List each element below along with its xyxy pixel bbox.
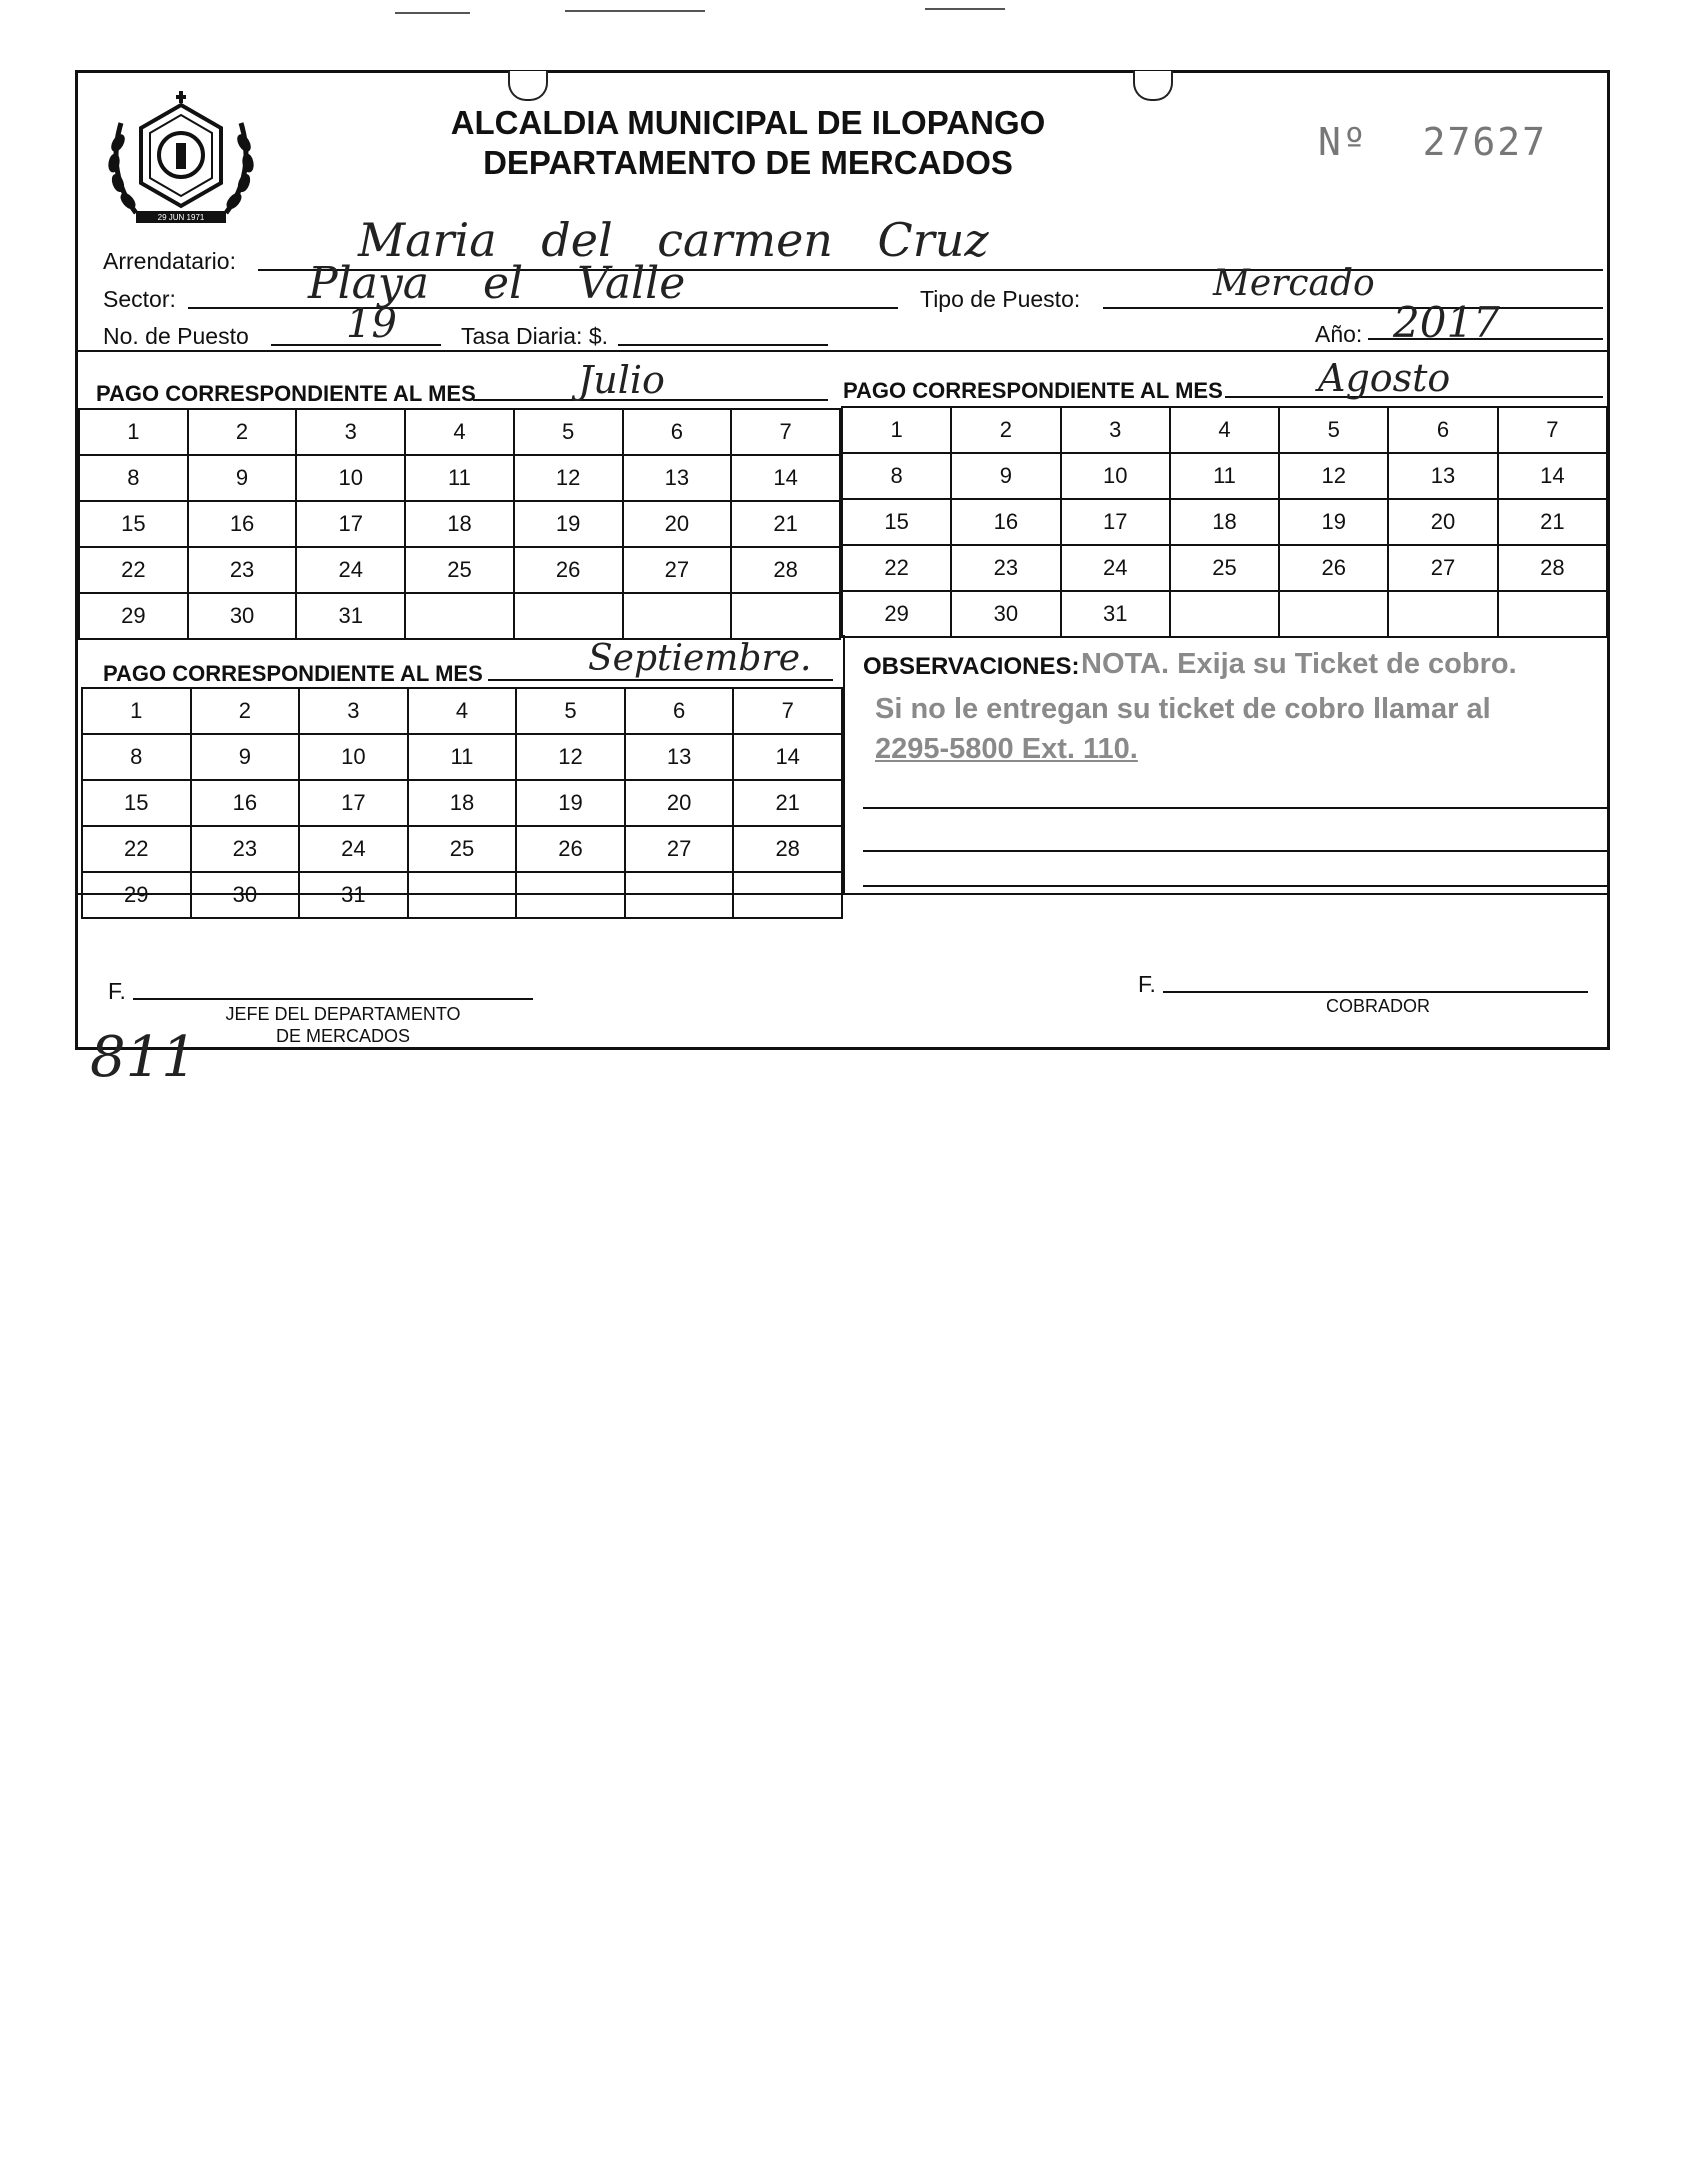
calendar-day-cell [733,872,842,918]
calendar-day-cell: 4 [408,688,517,734]
observaciones-note-1: NOTA. Exija su Ticket de cobro. [1081,648,1517,680]
calendar-week-row [79,593,840,639]
calendar-day-cell: 19 [1279,499,1388,545]
calendar-day-cell: 22 [82,826,191,872]
observaciones-divider [843,635,845,893]
calendar-day-cell: 8 [79,455,188,501]
calendar-day-cell: 30 [188,593,297,639]
month-2-label: PAGO CORRESPONDIENTE AL MES [843,378,1223,403]
calendar-day-cell [408,872,517,918]
calendar-day-cell [625,872,734,918]
calendar-day-cell: 30 [191,872,300,918]
tipo-puesto-line [1103,307,1603,309]
calendar-day-cell: 11 [1170,453,1279,499]
calendar-week-row [82,688,842,734]
observaciones-line [863,850,1608,852]
calendar-day-cell: 2 [951,407,1060,453]
calendar-day-cell: 20 [623,501,732,547]
puesto-value: 19 [346,301,397,347]
seal-date: 29 JUN 1971 [157,213,205,222]
calendar-day-cell: 17 [299,780,408,826]
calendar-day-cell: 28 [731,547,840,593]
calendar-day-cell: 4 [1170,407,1279,453]
calendar-day-cell: 9 [951,453,1060,499]
municipal-seal-logo [96,83,266,233]
calendar-month-2 [841,406,1608,638]
calendar-day-cell: 23 [951,545,1060,591]
calendar-day-cell: 6 [623,409,732,455]
sector-label: Sector: [103,286,176,312]
calendar-day-cell: 19 [516,780,625,826]
calendar-day-cell: 24 [1061,545,1170,591]
calendar-day-cell: 5 [1279,407,1388,453]
calendar-day-cell: 30 [951,591,1060,637]
calendar-day-cell: 20 [1388,499,1497,545]
calendar-day-cell: 9 [188,455,297,501]
calendar-day-cell: 28 [1498,545,1607,591]
calendar-week-row [842,407,1607,453]
calendar-day-cell [1498,591,1607,637]
calendar-day-cell: 12 [1279,453,1388,499]
month-3-label: PAGO CORRESPONDIENTE AL MES [103,661,483,686]
calendar-day-cell: 31 [1061,591,1170,637]
calendar-week-row [842,453,1607,499]
calendar-day-cell: 1 [79,409,188,455]
calendar-day-cell: 2 [188,409,297,455]
signature-line-jefe [133,998,533,1000]
calendar-day-cell: 4 [405,409,514,455]
arrendatario-label: Arrendatario: [103,248,236,274]
calendar-week-row [79,547,840,593]
calendar-day-cell: 18 [1170,499,1279,545]
anio-label: Año: [1315,321,1363,347]
calendar-day-cell [731,593,840,639]
calendar-day-cell [514,593,623,639]
calendar-day-cell: 23 [188,547,297,593]
calendar-day-cell: 10 [1061,453,1170,499]
tipo-puesto-value: Mercado [1213,263,1375,304]
sector-value: Playa el Valle [308,258,686,309]
calendar-day-cell: 17 [296,501,405,547]
calendar-day-cell [623,593,732,639]
section-divider [78,350,1608,352]
scan-mark [565,10,705,12]
jefe-line-1: JEFE DEL DEPARTAMENTO [225,1004,461,1024]
folio-number-value: 27627 [1422,120,1548,164]
calendar-day-cell: 25 [405,547,514,593]
month-2-value: Agosto [1318,356,1451,400]
calendar-day-cell: 10 [299,734,408,780]
month-3-line [488,679,833,681]
calendar-day-cell: 6 [625,688,734,734]
calendar-day-cell: 1 [82,688,191,734]
calendar-day-cell: 31 [296,593,405,639]
calendar-day-cell: 21 [1498,499,1607,545]
observaciones-line [863,885,1608,887]
calendar-day-cell: 9 [191,734,300,780]
calendar-day-cell: 8 [842,453,951,499]
calendar-day-cell: 1 [842,407,951,453]
title-line-2: DEPARTAMENTO DE MERCADOS [483,144,1013,181]
tasa-label: Tasa Diaria: $. [461,323,609,349]
calendar-day-cell: 18 [405,501,514,547]
title-line-1: ALCALDIA MUNICIPAL DE ILOPANGO [450,104,1046,141]
calendar-day-cell: 25 [1170,545,1279,591]
calendar-day-cell: 15 [82,780,191,826]
calendar-month-3 [81,687,843,919]
calendar-day-cell: 13 [1388,453,1497,499]
tipo-puesto-label: Tipo de Puesto: [920,286,1081,312]
calendar-day-cell: 12 [516,734,625,780]
calendar-day-cell: 3 [1061,407,1170,453]
tasa-line [618,344,828,346]
calendar-day-cell: 3 [299,688,408,734]
calendar-day-cell: 7 [1498,407,1607,453]
arrendatario-value: Maria del carmen Cruz [358,213,989,267]
calendar-day-cell: 17 [1061,499,1170,545]
calendar-day-cell: 31 [299,872,408,918]
calendar-day-cell: 11 [405,455,514,501]
calendar-day-cell: 11 [408,734,517,780]
folio-number-label: Nº [1318,120,1368,164]
calendar-day-cell: 22 [842,545,951,591]
handwritten-margin-note: 811 [90,1025,197,1090]
calendar-day-cell: 12 [514,455,623,501]
calendar-day-cell: 25 [408,826,517,872]
calendar-day-cell: 14 [731,455,840,501]
calendar-day-cell: 29 [82,872,191,918]
calendar-day-cell: 24 [299,826,408,872]
document-title [408,103,1088,183]
calendar-day-cell: 26 [516,826,625,872]
month-1-label: PAGO CORRESPONDIENTE AL MES [96,381,476,406]
calendar-day-cell: 21 [733,780,842,826]
observaciones-note-3: 2295-5800 Ext. 110. [875,733,1138,765]
calendar-day-cell: 27 [623,547,732,593]
calendar-day-cell: 5 [516,688,625,734]
scan-mark [395,12,470,14]
calendar-day-cell: 21 [731,501,840,547]
month-1-value: Julio [578,358,665,402]
punch-hole [508,71,548,101]
month-3-value: Septiembre. [588,638,812,679]
calendar-day-cell: 10 [296,455,405,501]
payment-card [75,70,1610,1050]
signature-jefe-title [178,1003,508,1047]
calendar-day-cell: 2 [191,688,300,734]
calendar-day-cell: 6 [1388,407,1497,453]
calendar-week-row [82,780,842,826]
calendar-day-cell: 13 [623,455,732,501]
calendar-week-row [842,591,1607,637]
signature-f-2: F. [1138,971,1156,997]
calendar-week-row [79,455,840,501]
calendar-day-cell [1388,591,1497,637]
calendar-day-cell: 13 [625,734,734,780]
calendar-week-row [842,499,1607,545]
calendar-day-cell: 24 [296,547,405,593]
anio-value: 2017 [1393,298,1500,347]
calendar-month-1 [78,408,841,640]
calendar-day-cell: 14 [733,734,842,780]
observaciones-label: OBSERVACIONES: [863,653,1080,680]
calendar-day-cell [405,593,514,639]
calendar-day-cell [1170,591,1279,637]
scan-mark [925,8,1005,10]
calendar-day-cell: 23 [191,826,300,872]
calendar-day-cell: 5 [514,409,623,455]
calendar-week-row [842,545,1607,591]
signature-divider [78,893,1608,895]
jefe-line-2: DE MERCADOS [275,1026,410,1046]
calendar-day-cell: 29 [842,591,951,637]
calendar-day-cell: 28 [733,826,842,872]
calendar-day-cell [1279,591,1388,637]
puesto-label: No. de Puesto [103,323,249,349]
calendar-day-cell: 22 [79,547,188,593]
calendar-week-row [79,501,840,547]
calendar-day-cell: 8 [82,734,191,780]
observaciones-line [863,807,1608,809]
calendar-week-row [82,734,842,780]
calendar-day-cell: 19 [514,501,623,547]
calendar-day-cell [516,872,625,918]
calendar-day-cell: 15 [79,501,188,547]
calendar-week-row [79,409,840,455]
calendar-week-row [82,826,842,872]
calendar-day-cell: 20 [625,780,734,826]
folio-number [1318,120,1547,164]
observaciones-note-2: Si no le entregan su ticket de cobro llamar al [875,693,1491,725]
signature-f-1: F. [108,978,126,1004]
calendar-day-cell: 7 [733,688,842,734]
calendar-day-cell: 29 [79,593,188,639]
calendar-day-cell: 15 [842,499,951,545]
calendar-day-cell: 3 [296,409,405,455]
calendar-day-cell: 14 [1498,453,1607,499]
signature-line-cobrador [1163,991,1588,993]
calendar-week-row [82,872,842,918]
calendar-day-cell: 16 [191,780,300,826]
calendar-day-cell: 18 [408,780,517,826]
calendar-day-cell: 16 [188,501,297,547]
calendar-day-cell: 26 [1279,545,1388,591]
calendar-day-cell: 27 [1388,545,1497,591]
punch-hole [1133,71,1173,101]
calendar-day-cell: 26 [514,547,623,593]
calendar-day-cell: 27 [625,826,734,872]
calendar-day-cell: 7 [731,409,840,455]
signature-cobrador-title: COBRADOR [1325,996,1430,1016]
calendar-day-cell: 16 [951,499,1060,545]
